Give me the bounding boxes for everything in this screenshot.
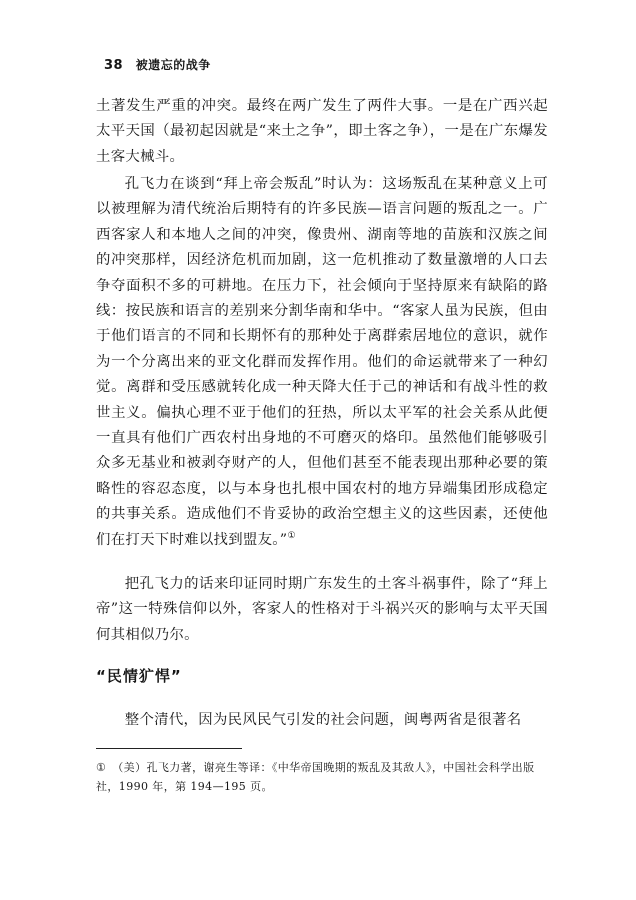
footnote (96, 758, 548, 796)
running-head (104, 56, 211, 73)
footnote-text: （美）孔飞力著，谢亮生等译：《中华帝国晚期的叛乱及其敌人》，中国社会科学出版社，1990 年，第 194—195 页。 (96, 761, 535, 793)
paragraph-section-start (96, 708, 548, 733)
footnote-divider (96, 748, 242, 749)
paragraph-comparison (96, 572, 548, 648)
paragraph-text (96, 172, 548, 553)
paragraph-text-body: 孔飞力在谈到“拜上帝会叛乱”时认为：这场叛乱在某种意义上可以被理解为清代统治后期特有的许多民族—语言问题的叛乱之一。广西客家人和本地人之间的冲突，像贵州、湖南等地的苗族和汉族之间的冲突那样，因经济危机而加剧，这一危机推动了数量激增的人口去争夺面积不多的可耕地。在压力下，社会倾向于坚持原来有缺陷的路线：按民族和语言的差别来分割华南和华中。“客家人虽为民族，但由于他们语言的不同和长期怀有的那种处于离群索居地位的意识，就作为一个分离出来的亚文化群而发挥作用。他们的命运就带来了一种幻觉。离群和受压感就转化成一种天降大任于己的神话和有战斗性的救世主义。偏执心理不亚于他们的狂热，所以太平军的社会关系从此便一直具有他们广西农村出身地的不可磨灭的烙印。虽然他们能够吸引众多无基业和被剥夺财产的人，但他们甚至不能表现出那种必要的策略性的容忍态度，以与本身也扎根中国农村的地方异端集团形成稳定的共事关系。造成他们不肯妥协的政治空想主义的这些因素，还使他们在打天下时难以找到盟友。” (96, 176, 548, 548)
book-title: 被遗忘的战争 (135, 58, 211, 72)
footnote-reference: ① (287, 530, 296, 541)
paragraph-continuation (96, 94, 548, 170)
footnote-mark: ① (96, 761, 107, 774)
paragraph-text: 整个清代，因为民风民气引发的社会问题，闽粤两省是很著名 (124, 712, 522, 728)
paragraph-kuhn-quote (96, 172, 548, 553)
paragraph-text: 土著发生严重的冲突。最终在两广发生了两件大事。一是在广西兴起太平天国（最初起因就是“来土之争”，即土客之争），一是在广东爆发土客大械斗。 (96, 98, 548, 165)
page-number: 38 (104, 58, 124, 73)
paragraph-text: 把孔飞力的话来印证同时期广东发生的土客斗祸事件，除了“拜上帝”这一特殊信仰以外，客家人的性格对于斗祸兴灭的影响与太平天国何其相似乃尔。 (96, 576, 548, 643)
section-heading: “民情犷悍” (96, 667, 182, 685)
